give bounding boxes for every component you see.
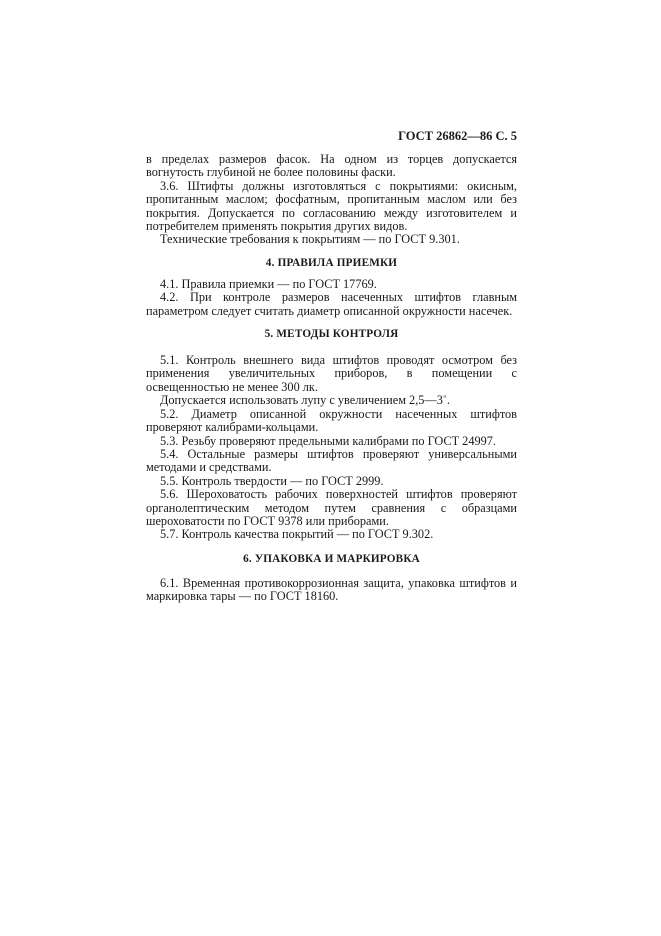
- paragraph-4-2: 4.2. При контроле размеров насеченных штифтов главным параметром следует считать диаметр описанной окружности насечек.: [146, 290, 517, 318]
- loupe-end: .: [446, 393, 450, 408]
- section-6-title: 6. УПАКОВКА И МАРКИРОВКА: [243, 552, 420, 565]
- paragraph-5-2: 5.2. Диаметр описанной окружности насеченных штифтов проверяют калибрами-кольцами.: [146, 406, 517, 435]
- paragraph-5-7: 5.7. Контроль качества покрытий — по ГОСТ 9.302.: [160, 527, 434, 542]
- document-page: [146, 128, 517, 604]
- paragraph-5-4: 5.4. Остальные размеры штифтов проверяют универсальными методами и средствами.: [146, 446, 517, 475]
- paragraph-5-1: 5.1. Контроль внешнего вида штифтов проводят осмотром без применения увеличительных приборов, в помещении с освещенностью не менее 300 лк.: [146, 353, 517, 394]
- loupe-text: Допускается использовать лупу с увеличением 2,5—3: [160, 393, 443, 408]
- paragraph-3-6: 3.6. Штифты должны изготовляться с покрытиями: окисным, пропитанным маслом; фосфатным, пропитанным маслом или без покрытия. Допускается по согласованию между изготовителем и потребителем применять покрытия других видов.: [146, 178, 517, 234]
- paragraph-carryover: в пределах размеров фасок. На одном из торцев допускается вогнутость глубиной не более половины фаски.: [146, 152, 517, 180]
- paragraph-6-1: 6.1. Временная противокоррозионная защита, упаковка штифтов и маркировка тары — по ГОСТ 18160.: [146, 575, 517, 604]
- section-4-title: 4. ПРАВИЛА ПРИЕМКИ: [265, 256, 398, 269]
- paragraph-5-5: 5.5. Контроль твердости — по ГОСТ 2999.: [160, 473, 384, 488]
- running-header: ГОСТ 26862—86 С. 5: [398, 129, 517, 143]
- paragraph-4-1: 4.1. Правила приемки — по ГОСТ 17769.: [160, 276, 377, 291]
- magnification-mark: ×: [442, 393, 447, 402]
- paragraph-tech-requirements: Технические требования к покрытиям — по ГОСТ 9.301.: [160, 232, 460, 247]
- paragraph-5-6: 5.6. Шероховатость рабочих поверхностей штифтов проверяют органолептическим методом путем сравнения с образцами шероховатости по ГОСТ 9378 или приборами.: [146, 487, 517, 528]
- section-5-title: 5. МЕТОДЫ КОНТРОЛЯ: [264, 328, 399, 341]
- paragraph-loupe: [146, 394, 517, 407]
- paragraph-5-3: 5.3. Резьбу проверяют предельными калибрами по ГОСТ 24997.: [160, 433, 497, 448]
